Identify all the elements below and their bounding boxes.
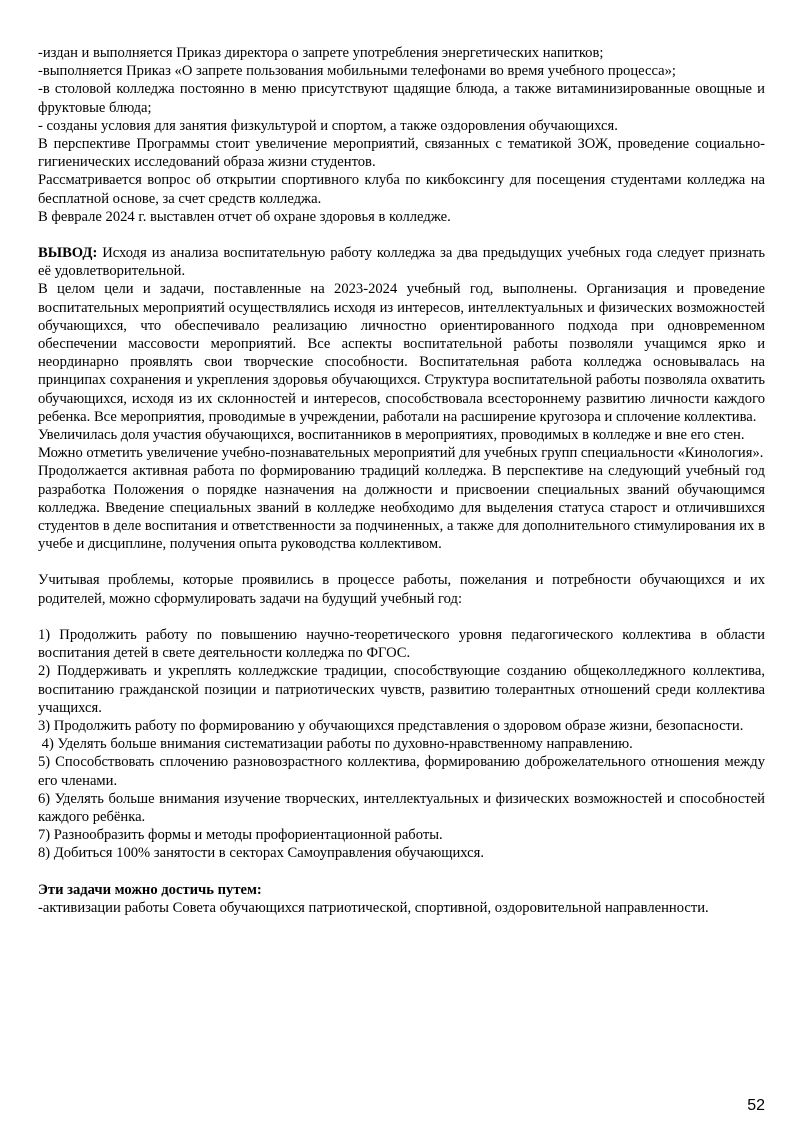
paragraph: Рассматривается вопрос об открытии спортивного клуба по кикбоксингу для посещения студентами колледжа на бесплатной основе, за счет средств колледжа. (38, 172, 765, 207)
paragraph: -издан и выполняется Приказ директора о запрете употребления энергетических напитков; (38, 45, 604, 61)
task-item: 6) Уделять больше внимания изучение творческих, интеллектуальных и физических возможностей и способностей каждого ребёнка. (38, 790, 765, 825)
conclusion-paragraph (38, 244, 765, 280)
paragraph: Увеличилась доля участия обучающихся, воспитанников в мероприятиях, проводимых в колледже и вне его стен. (38, 427, 745, 444)
paragraph: Продолжается активная работа по формированию традиций колледжа. В перспективе на следующий учебный год разработка Положения о порядке назначения на должности и присвоении специальных званий обучающимся колледжа. Введение специальных званий в колледже необходимо для выделения статуса старост и отличившихся студентов в деле воспитания и ответственности за подчиненных, а также для дополнительного стимулирования их в учебе и дисциплине, получения опыта руководства коллективом. (38, 463, 765, 553)
spacer (38, 553, 765, 571)
task-item: 2) Поддерживать и укреплять колледжские традиции, способствующие созданию общеколледжного коллектива, воспитанию гражданской позиции и патриотических чувств, развитию толерантных отношений среди коллектива учащихся. (38, 663, 765, 716)
achieve-heading (38, 881, 765, 899)
document-body (38, 44, 765, 917)
paragraph: Можно отметить увеличение учебно-познавательных мероприятий для учебных групп специальности «Кинология». (38, 445, 764, 462)
spacer (38, 608, 765, 626)
task-item: 7) Разнообразить формы и методы профориентационной работы. (38, 827, 443, 844)
spacer (38, 226, 765, 244)
task-item: 4) Уделять больше внимания систематизации работы по духовно-нравственному направлению. (38, 736, 633, 753)
paragraph: В целом цели и задачи, поставленные на 2023-2024 учебный год, выполнены. Организация и проведение воспитательных мероприятий осуществлялись исходя из интересов, интеллектуальных и физических возможностей обучающихся, что обеспечивало реализацию личностно ориентированного подхода при одновременном обеспечении массовости мероприятий. Все аспекты воспитательной работы позволяли учащимся ярко и неординарно проявлять свои творческие способности. Воспитательная работа колледжа основывалась на принципах сохранения и укрепления здоровья обучающихся. Структура воспитательной работы позволяла охватить обучающихся, исходя из их склонностей и интересов, способствовала всестороннему развитию личности каждого ребенка. Все мероприятия, проводимые в учреждении, работали на расширение кругозора и сплочение коллектива. (38, 281, 765, 425)
tasks-intro: Учитывая проблемы, которые проявились в процессе работы, пожелания и потребности обучающихся и их родителей, можно сформулировать задачи на будущий учебный год: (38, 572, 765, 607)
conclusion-label: ВЫВОД: (38, 245, 98, 262)
achieve-heading-text: Эти задачи можно достичь путем: (38, 881, 262, 898)
spacer (38, 863, 765, 881)
achieve-item: -активизации работы Совета обучающихся патриотической, спортивной, оздоровительной направленности. (38, 899, 709, 916)
conclusion-text: Исходя из анализа воспитательную работу колледжа за два предыдущих учебных года следует признать её удовлетворительной. (38, 245, 765, 280)
task-item: 8) Добиться 100% занятости в секторах Самоуправления обучающихся. (38, 845, 485, 862)
task-item: 3) Продолжить работу по формированию у обучающихся представления о здоровом образе жизни, безопасности. (38, 717, 744, 734)
task-item: 1) Продолжить работу по повышению научно-теоретического уровня педагогического коллектива в области воспитания детей в свете деятельности колледжа по ФГОС. (38, 626, 765, 662)
task-item: 5) Способствовать сплочению разновозрастного коллектива, формированию доброжелательного отношения между его членами. (38, 754, 765, 789)
paragraph: -выполняется Приказ «О запрете пользования мобильными телефонами во время учебного процесса»; (38, 63, 676, 80)
page-number: 52 (747, 1097, 765, 1114)
paragraph: -в столовой колледжа постоянно в меню присутствуют щадящие блюда, а также витаминизированные овощные и фруктовые блюда; (38, 81, 765, 116)
paragraph: В феврале 2024 г. выставлен отчет об охране здоровья в колледже. (38, 208, 451, 225)
paragraph: - созданы условия для занятия физкультурой и спортом, а также оздоровления обучающихся. (38, 117, 618, 134)
paragraph: В перспективе Программы стоит увеличение мероприятий, связанных с тематикой ЗОЖ, проведение социально-гигиенических исследований образа жизни студентов. (38, 136, 765, 171)
